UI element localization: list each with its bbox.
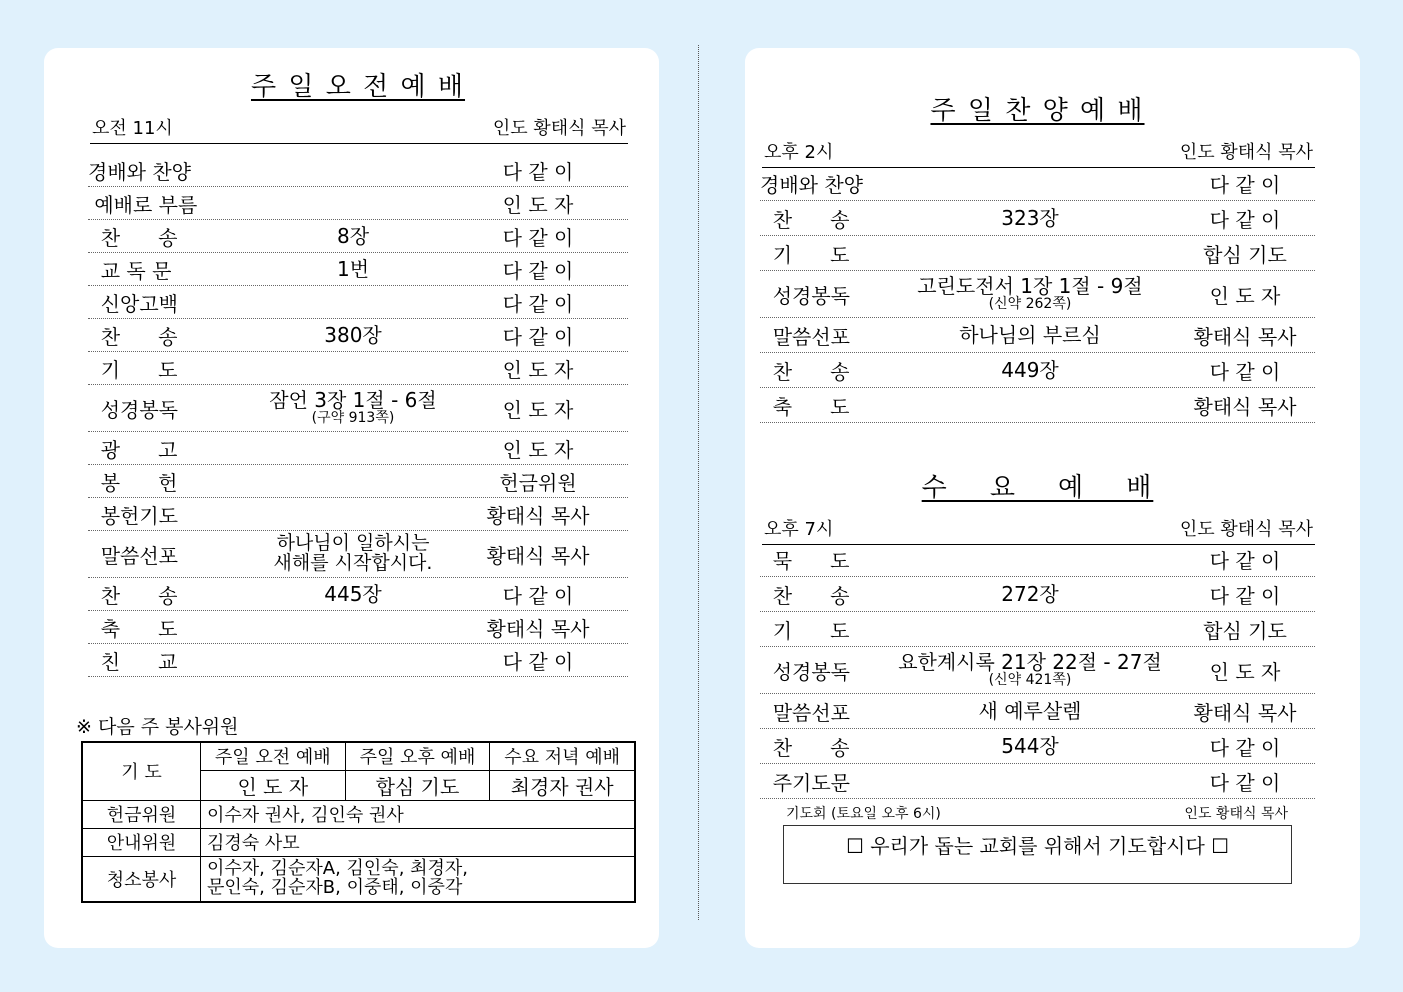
order-row [88, 319, 628, 352]
order-item-name: 말씀선포 [760, 700, 850, 725]
order-item-name: 축 도 [88, 616, 178, 641]
order-item-leader: 인 도 자 [1209, 659, 1281, 684]
order-row [760, 647, 1315, 694]
order-item-leader: 인 도 자 [502, 397, 574, 422]
order-row [760, 201, 1315, 236]
order-item-name: 찬 송 [88, 324, 178, 349]
prayer-label: 기 도 [82, 742, 201, 800]
order-item-leader: 다 같 이 [502, 225, 574, 250]
order-item-detail [880, 322, 1180, 347]
order-item-name: 축 도 [760, 394, 850, 419]
morning-service-leader: 인도 황태식 목사 [492, 118, 626, 139]
wednesday-service-time: 오후 7시 [764, 519, 834, 540]
prayer-box: ☐ 우리가 돕는 교회를 위해서 기도합시다 ☐ [783, 825, 1292, 884]
order-item-name: 기 도 [760, 618, 850, 643]
order-row [760, 388, 1315, 423]
order-row [760, 166, 1315, 201]
order-item-name: 찬 송 [760, 359, 850, 384]
order-item-leader: 황태식 목사 [486, 616, 590, 641]
order-item-name: 기 도 [88, 357, 178, 382]
order-item-leader: 황태식 목사 [1193, 324, 1297, 349]
morning-order-list [88, 154, 628, 677]
wednesday-order-list [760, 542, 1315, 799]
order-item-detail [880, 276, 1180, 312]
praise-service-leader: 인도 황태식 목사 [1179, 142, 1313, 163]
order-item-leader: 인 도 자 [1209, 283, 1281, 308]
order-item-name: 기 도 [760, 242, 850, 267]
order-item-detail-text: 8장 [336, 223, 370, 248]
order-row [760, 577, 1315, 612]
order-row [88, 531, 628, 578]
wednesday-service-header [762, 515, 1315, 545]
order-item-leader: 황태식 목사 [1193, 700, 1297, 725]
order-item-detail [880, 581, 1180, 606]
prayer-meeting-leader: 인도 황태식 목사 [1184, 806, 1288, 822]
order-row [88, 154, 628, 187]
order-item-leader: 다 같 이 [1209, 172, 1281, 197]
order-item-leader: 황태식 목사 [1193, 394, 1297, 419]
order-item-leader: 합심 기도 [1203, 242, 1287, 267]
offering-label: 헌금위원 [82, 800, 201, 828]
order-item-leader: 다 같 이 [502, 649, 574, 674]
order-item-name: 광 고 [88, 437, 178, 462]
prayer-person: 최경자 권사 [490, 770, 635, 800]
usher-people: 김경숙 사모 [201, 828, 636, 856]
cleaning-label: 청소봉사 [82, 856, 201, 902]
order-item-leader: 인 도 자 [502, 357, 574, 382]
order-item-name: 찬 송 [760, 735, 850, 760]
order-row [760, 542, 1315, 577]
order-item-detail [258, 581, 448, 606]
fold-divider [698, 45, 699, 920]
order-item-detail-sub: (신약 262쪽) [988, 296, 1072, 313]
wednesday-service-leader: 인도 황태식 목사 [1179, 519, 1313, 540]
order-item-name: 경배와 찬양 [760, 172, 863, 197]
order-item-detail [880, 652, 1180, 688]
order-item-leader: 다 같 이 [502, 258, 574, 283]
order-item-leader: 다 같 이 [502, 583, 574, 608]
order-row [760, 764, 1315, 799]
prayer-meeting-header [786, 803, 1288, 823]
order-item-name: 찬 송 [760, 583, 850, 608]
order-item-detail [258, 256, 448, 281]
order-row [88, 644, 628, 677]
order-item-detail-text: 새 예루살렘 [978, 698, 1082, 723]
order-item-detail-text: 449장 [1001, 357, 1059, 382]
order-item-detail [880, 357, 1180, 382]
morning-service-title: 주 일 오 전 예 배 [250, 72, 466, 102]
order-item-detail [880, 205, 1180, 230]
service-name: 주일 오후 예배 [345, 742, 490, 770]
order-item-detail [258, 322, 448, 347]
order-item-detail-text: 잠언 3장 1절 - 6절 [269, 388, 437, 413]
order-item-leader: 다 같 이 [502, 159, 574, 184]
cleaning-people [201, 856, 636, 902]
order-item-name: 신앙고백 [88, 291, 178, 316]
order-item-name: 말씀선포 [760, 324, 850, 349]
prayer-person: 인 도 자 [201, 770, 346, 800]
order-item-name: 봉 헌 [88, 470, 178, 495]
volunteers-table [81, 741, 636, 903]
usher-label: 안내위원 [82, 828, 201, 856]
order-item-detail-text: 544장 [1001, 733, 1059, 758]
morning-service-header [90, 114, 628, 144]
order-item-leader: 인 도 자 [502, 437, 574, 462]
order-item-leader: 다 같 이 [1209, 548, 1281, 573]
order-item-name: 찬 송 [88, 583, 178, 608]
order-item-leader: 다 같 이 [1209, 359, 1281, 384]
order-item-detail-text: 445장 [324, 581, 382, 606]
order-item-leader: 헌금위원 [499, 470, 577, 495]
order-item-leader: 황태식 목사 [486, 543, 590, 568]
prayer-meeting-label: 기도회 (토요일 오후 6시) [786, 806, 941, 822]
order-item-detail-sub: (신약 421쪽) [988, 672, 1072, 689]
order-item-name: 주기도문 [760, 770, 850, 795]
order-row [88, 253, 628, 286]
order-row [88, 498, 628, 531]
order-row [760, 236, 1315, 271]
order-item-detail-text: 272장 [1001, 581, 1059, 606]
order-item-detail [880, 698, 1180, 723]
order-row [760, 694, 1315, 729]
order-item-leader: 합심 기도 [1203, 618, 1287, 643]
order-item-detail-text: 하나님의 부르심 [959, 322, 1101, 347]
praise-order-list [760, 166, 1315, 423]
order-item-detail [258, 390, 448, 426]
service-name: 주일 오전 예배 [201, 742, 346, 770]
order-row [760, 318, 1315, 353]
order-item-leader: 다 같 이 [1209, 207, 1281, 232]
praise-service-header [762, 138, 1315, 168]
order-item-leader: 다 같 이 [1209, 770, 1281, 795]
order-item-leader: 다 같 이 [502, 291, 574, 316]
order-item-name: 말씀선포 [88, 543, 178, 568]
order-item-leader: 다 같 이 [1209, 583, 1281, 608]
order-row [88, 465, 628, 498]
order-item-detail-text: 고린도전서 1장 1절 - 9절 [917, 274, 1143, 299]
order-row [88, 385, 628, 432]
order-item-leader: 다 같 이 [502, 324, 574, 349]
service-name: 수요 저녁 예배 [490, 742, 635, 770]
order-item-name: 성경봉독 [760, 659, 850, 684]
order-item-leader: 황태식 목사 [486, 503, 590, 528]
order-item-name: 교 독 문 [88, 258, 172, 283]
cleaning-line: 이수자, 김순자A, 김인숙, 최경자, [207, 857, 469, 879]
praise-service-time: 오후 2시 [764, 142, 834, 163]
order-row [88, 352, 628, 385]
prayer-person: 합심 기도 [345, 770, 490, 800]
volunteers-heading: ※ 다음 주 봉사위원 [76, 716, 239, 738]
offering-people: 이수자 권사, 김인숙 권사 [201, 800, 636, 828]
order-item-detail-text: 1번 [336, 256, 370, 281]
order-item-name: 찬 송 [88, 225, 178, 250]
order-row [760, 729, 1315, 764]
order-item-name: 묵 도 [760, 548, 850, 573]
order-item-detail [880, 733, 1180, 758]
order-row [88, 578, 628, 611]
order-item-detail-text: 380장 [324, 322, 382, 347]
order-item-name: 찬 송 [760, 207, 850, 232]
order-item-name: 예배로 부름 [88, 192, 198, 217]
order-row [88, 611, 628, 644]
wednesday-service-title: 수 요 예 배 [921, 473, 1154, 503]
order-item-detail [258, 534, 448, 574]
order-item-detail [258, 223, 448, 248]
order-row [760, 271, 1315, 318]
order-item-leader: 인 도 자 [502, 192, 574, 217]
order-item-leader: 다 같 이 [1209, 735, 1281, 760]
order-row [88, 187, 628, 220]
order-item-name: 성경봉독 [88, 397, 178, 422]
order-row [88, 286, 628, 319]
morning-service-time: 오전 11시 [92, 118, 173, 139]
order-row [88, 220, 628, 253]
order-row [88, 432, 628, 465]
order-item-name: 경배와 찬양 [88, 159, 191, 184]
order-item-detail-text: 323장 [1001, 205, 1059, 230]
order-item-detail-text: 요한계시록 21장 22절 - 27절 [898, 650, 1162, 675]
order-item-name: 봉헌기도 [88, 503, 178, 528]
order-row [760, 612, 1315, 647]
order-item-detail-sub: 새해를 시작합시다. [273, 552, 433, 574]
order-row [760, 353, 1315, 388]
order-item-detail-sub: (구약 913쪽) [311, 410, 395, 427]
praise-service-title: 주 일 찬 양 예 배 [930, 96, 1145, 126]
order-item-name: 친 교 [88, 649, 178, 674]
order-item-name: 성경봉독 [760, 283, 850, 308]
cleaning-line: 문인숙, 김순자B, 이중태, 이중각 [207, 876, 463, 898]
order-item-detail-text: 하나님이 일하시는 [276, 532, 430, 555]
